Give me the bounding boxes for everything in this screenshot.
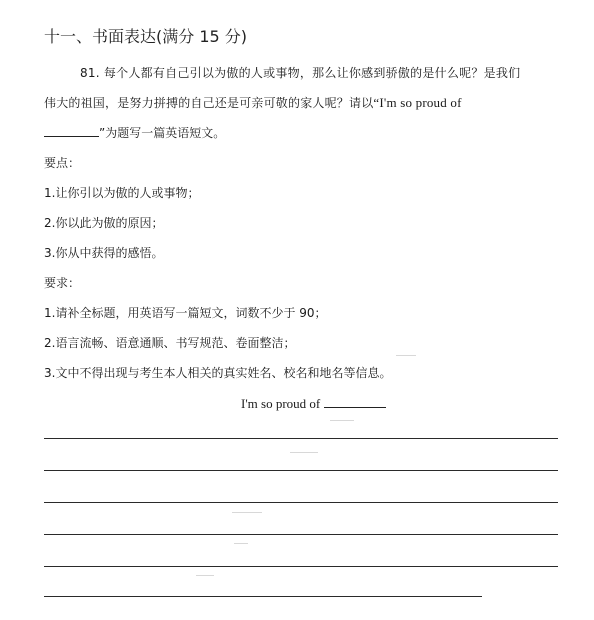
scan-artifact <box>196 575 214 576</box>
section-title: 十一、书面表达(满分 15 分) <box>44 27 248 46</box>
point-item-2: 2.你以此为傲的原因； <box>44 216 164 230</box>
point-item-1: 1.让你引以为傲的人或事物； <box>44 186 200 200</box>
requirement-item-3: 3.文中不得出现与考生本人相关的真实姓名、校名和地名等信息。 <box>44 366 392 380</box>
essay-title-blank[interactable] <box>324 396 386 408</box>
scan-artifact <box>232 512 262 513</box>
question-text-line-2-en: “I'm so proud of <box>373 95 462 110</box>
requirement-item-2: 2.语言流畅、语意通顺、书写规范、卷面整洁； <box>44 336 296 350</box>
question-text-line-3 <box>44 124 225 141</box>
scan-artifact <box>330 420 354 421</box>
essay-title <box>241 396 386 412</box>
writing-line[interactable] <box>44 534 558 535</box>
title-blank <box>44 125 99 137</box>
requirement-item-1: 1.请补全标题，用英语写一篇短文，词数不少于 90； <box>44 306 327 320</box>
scan-artifact <box>396 355 416 356</box>
point-item-3: 3.你从中获得的感悟。 <box>44 246 164 260</box>
question-text-line-1: 81. 每个人都有自己引以为傲的人或事物，那么让你感到骄傲的是什么呢？是我们 <box>80 66 521 80</box>
writing-line[interactable] <box>44 438 558 439</box>
scan-artifact <box>290 452 318 453</box>
question-text-line-2 <box>44 94 462 111</box>
question-text-line-2-cn: 伟大的祖国，是努力拼搏的自己还是可亲可敬的家人呢？请以 <box>44 96 374 110</box>
essay-title-text: I'm so proud of <box>241 396 321 411</box>
writing-line[interactable] <box>44 470 558 471</box>
scan-artifact <box>234 543 248 544</box>
requirements-heading: 要求： <box>44 276 81 290</box>
writing-line[interactable] <box>44 596 482 597</box>
question-text-line-3-tail: ”为题写一篇英语短文。 <box>99 126 226 140</box>
writing-line[interactable] <box>44 566 558 567</box>
points-heading: 要点： <box>44 156 81 170</box>
writing-line[interactable] <box>44 502 558 503</box>
